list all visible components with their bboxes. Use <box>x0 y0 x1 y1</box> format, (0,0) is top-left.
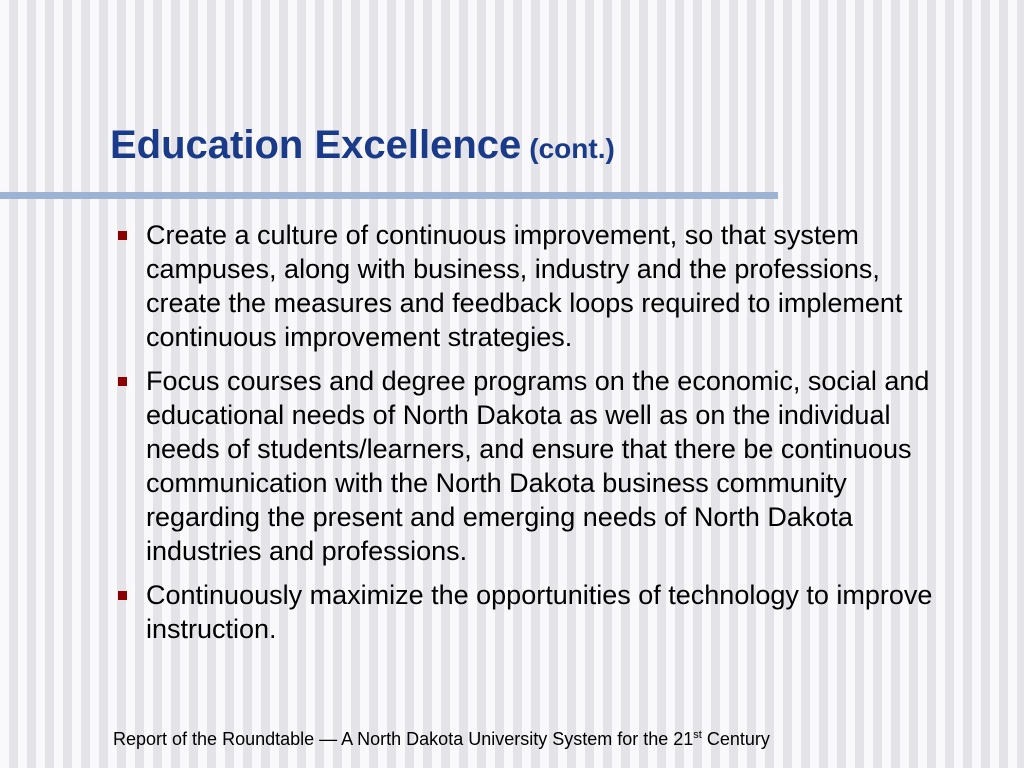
bullet-text: Continuously maximize the opportunities of technology to improve instruction. <box>146 580 933 644</box>
bullet-item <box>116 364 946 568</box>
bullet-item <box>116 218 946 354</box>
footer-text: Report of the Roundtable — A North Dakota University System for the 21 <box>113 729 694 749</box>
bullet-text: Create a culture of continuous improvement, so that system campuses, along with business, industry and the professions, create the measures and feedback loops required to implement continuous improvement strategies. <box>146 220 903 352</box>
bullet-list <box>116 218 946 656</box>
footer-text-end: Century <box>701 729 770 749</box>
bullet-text: Focus courses and degree programs on the economic, social and educational needs of North Dakota as well as on the individual needs of students/learners, and ensure that there be continuous communication with the North Dakota business community regarding the present and emerging needs of North Dakota industries and professions. <box>146 366 930 566</box>
bullet-item <box>116 578 946 646</box>
slide-title <box>110 122 615 168</box>
square-bullet-icon <box>118 231 127 240</box>
square-bullet-icon <box>118 377 127 386</box>
square-bullet-icon <box>118 591 127 600</box>
slide-title-suffix: (cont.) <box>529 133 615 164</box>
slide-title-text: Education Excellence <box>110 123 522 167</box>
slide-footer <box>113 728 770 750</box>
title-underline-rule <box>0 192 778 199</box>
footer-superscript: st <box>693 729 702 741</box>
